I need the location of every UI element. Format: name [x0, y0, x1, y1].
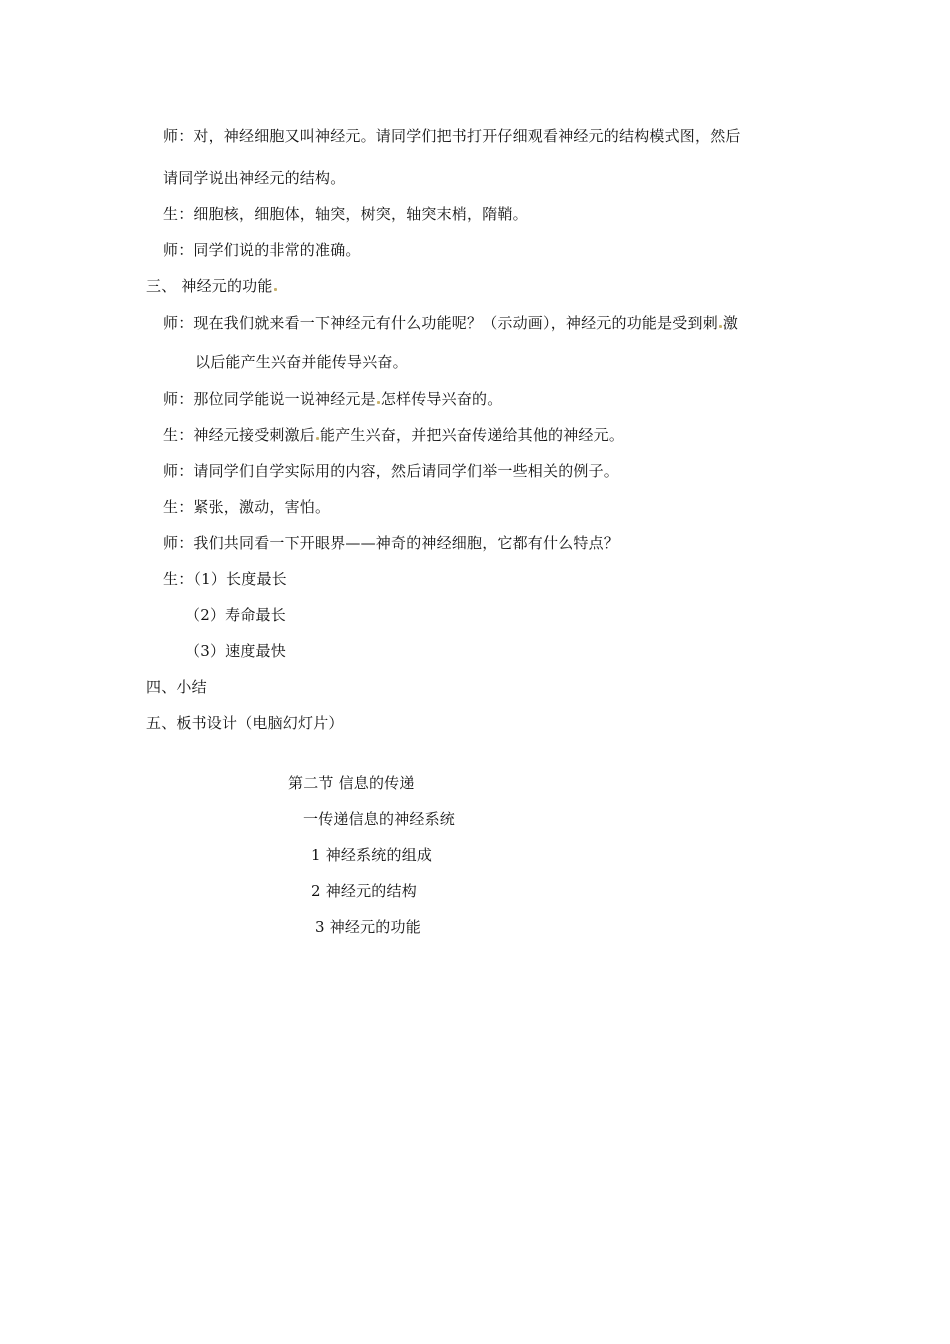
- paragraph-teacher-selfstudy: 师：请同学们自学实际用的内容，然后请同学们举一些相关的例子。: [163, 462, 620, 480]
- paragraph-continuation-indented: 以后能产生兴奋并能传导兴奋。: [195, 353, 408, 371]
- paragraph-text: 师：现在我们就来看一下神经元有什么功能呢？（示动画），神经元的功能是受到刺: [163, 314, 718, 332]
- board-item: 1 神经系统的组成: [311, 846, 433, 864]
- paragraph-text: 生：神经元接受刺激后: [163, 426, 316, 444]
- board-item: 3 神经元的功能: [315, 918, 421, 936]
- paragraph-text: 怎样传导兴奋的。: [380, 390, 503, 408]
- paragraph-student-structure: 生：细胞核，细胞体，轴突，树突，轴突末梢，隋鞘。: [163, 205, 528, 223]
- paragraph-text: 师：那位同学能说一说神经元是: [163, 390, 376, 408]
- list-item-feature-3: （3）速度最快: [185, 642, 286, 660]
- paragraph-student-examples: 生：紧张，激动，害怕。: [163, 498, 331, 516]
- paragraph-teacher-accurate: 师：同学们说的非常的准确。: [163, 241, 361, 259]
- paragraph-teacher-features: 师：我们共同看一下开眼界——神奇的神经细胞，它都有什么特点？: [163, 534, 620, 552]
- paragraph-text: 激: [722, 314, 739, 332]
- paragraph-text: 能产生兴奋，并把兴奋传递给其他的神经元。: [320, 426, 625, 444]
- section-heading-summary: 四、小结: [146, 678, 207, 696]
- paragraph-continuation: 请同学说出神经元的结构。: [163, 169, 346, 187]
- paragraph-student-answer: [163, 425, 624, 445]
- board-item: 一传递信息的神经系统: [303, 810, 456, 828]
- list-item-feature-2: （2）寿命最长: [185, 606, 286, 624]
- paragraph-student-feature-1: 生：（1）长度最长: [163, 570, 287, 588]
- edit-mark: [377, 401, 380, 404]
- section-heading-function: [146, 276, 278, 296]
- edit-mark: [316, 437, 319, 440]
- paragraph-teacher-question: [163, 389, 502, 409]
- section-heading-board-design: 五、板书设计（电脑幻灯片）: [146, 714, 344, 732]
- board-item: 2 神经元的结构: [311, 882, 417, 900]
- board-title: 第二节 信息的传递: [288, 774, 415, 792]
- paragraph-teacher-function: [163, 313, 738, 333]
- edit-mark: [719, 325, 722, 328]
- edit-mark: [274, 288, 277, 291]
- section-heading-text: 三、 神经元的功能: [146, 277, 273, 295]
- paragraph-teacher-neuron: 师：对，神经细胞又叫神经元。请同学们把书打开仔细观看神经元的结构模式图，然后: [163, 127, 741, 145]
